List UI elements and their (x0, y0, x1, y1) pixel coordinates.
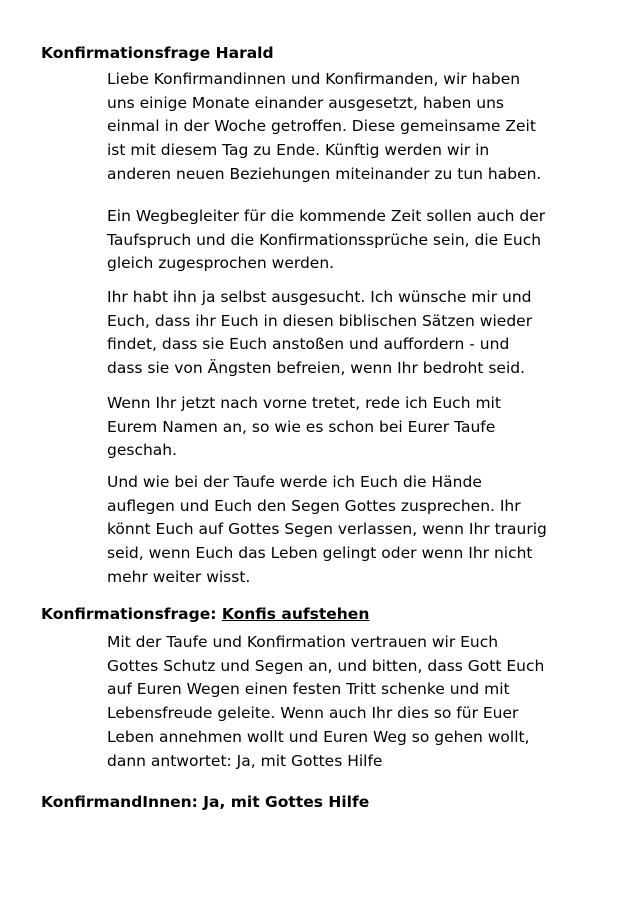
text-line: findet, dass sie Euch anstoßen und auffordern - und (107, 335, 510, 354)
paragraph-nach-vorne (107, 392, 607, 463)
heading-konfirmationsfrage-harald: Konfirmationsfrage Harald (41, 44, 274, 62)
paragraph-taufe-konfirmation (107, 631, 607, 773)
text-line: Gottes Schutz und Segen an, und bitten, dass Gott Euch (107, 656, 545, 675)
paragraph-haende-auflegen (107, 471, 607, 590)
text-line: Leben annehmen wollt und Euren Weg so gehen wollt, (107, 727, 530, 746)
heading-underlined: Konfis aufstehen (221, 605, 370, 623)
text-line: dass sie von Ängsten befreien, wenn Ihr bedroht seid. (107, 359, 526, 378)
text-line: uns einige Monate einander ausgesetzt, haben uns (107, 93, 505, 112)
text-line: Und wie bei der Taufe werde ich Euch die Hände (107, 473, 482, 491)
text-line: einmal in der Woche getroffen. Diese gemeinsame Zeit (107, 117, 536, 136)
paragraph-selbst-ausgesucht (107, 286, 607, 381)
text-line: Euch, dass ihr Euch in diesen biblischen Sätzen wieder (107, 311, 533, 330)
text-line: ist mit diesem Tag zu Ende. Künftig werden wir in (107, 141, 490, 160)
text-line: Liebe Konfirmandinnen und Konfirmanden, wir haben (107, 70, 521, 88)
text-line: Wenn Ihr jetzt nach vorne tretet, rede ich Euch mit (107, 394, 501, 412)
text-line: anderen neuen Beziehungen miteinander zu tun haben. (107, 164, 542, 183)
text-line: geschah. (107, 441, 178, 460)
text-line: auf Euren Wegen einen festen Tritt schenke und mit (107, 680, 510, 699)
heading-prefix: Konfirmationsfrage: (41, 605, 222, 623)
text-line: auflegen und Euch den Segen Gottes zusprechen. Ihr (107, 496, 521, 515)
text-line: seid, wenn Euch das Leben gelingt oder wenn Ihr nicht (107, 544, 533, 563)
text-line: mehr weiter wisst. (107, 567, 251, 586)
text-line: Mit der Taufe und Konfirmation vertrauen wir Euch (107, 633, 499, 651)
text-line: Ein Wegbegleiter für die kommende Zeit sollen auch der (107, 207, 546, 225)
heading-konfirmationsfrage-aufstehen (41, 604, 369, 624)
paragraph-greeting (107, 68, 607, 187)
text-line: könnt Euch auf Gottes Segen verlassen, wenn Ihr traurig (107, 520, 547, 539)
text-line: Ihr habt ihn ja selbst ausgesucht. Ich wünsche mir und (107, 288, 532, 306)
text-line: Lebensfreude geleite. Wenn auch Ihr dies so für Euer (107, 704, 519, 723)
text-line: gleich zugesprochen werden. (107, 254, 335, 273)
heading-konfirmandinnen-antwort: KonfirmandInnen: Ja, mit Gottes Hilfe (41, 793, 370, 811)
text-line: dann antwortet: Ja, mit Gottes Hilfe (107, 751, 383, 770)
text-line: Eurem Namen an, so wie es schon bei Eurer Taufe (107, 417, 496, 436)
text-line: Taufspruch und die Konfirmationssprüche sein, die Euch (107, 230, 542, 249)
paragraph-wegbegleiter (107, 205, 607, 276)
